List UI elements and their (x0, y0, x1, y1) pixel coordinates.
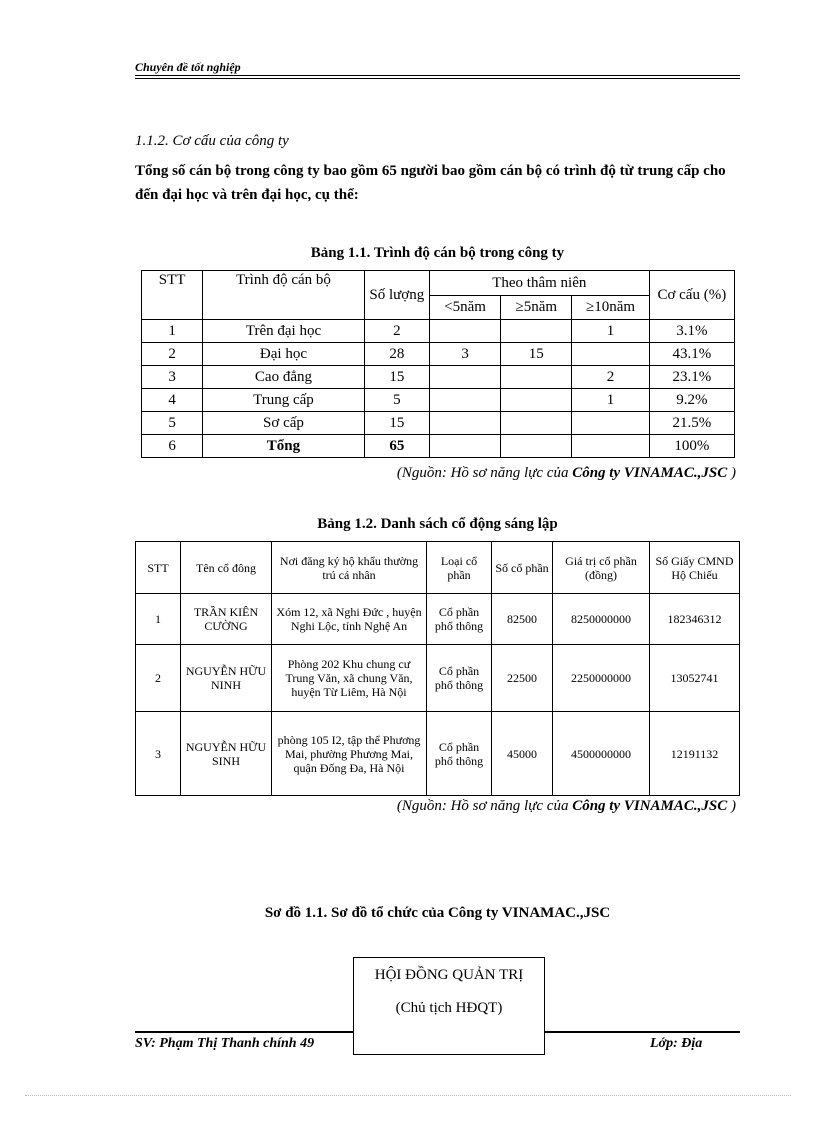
table-row (142, 343, 735, 366)
founding-shareholders-table (135, 541, 740, 796)
running-header: Chuyên đề tốt nghiệp (135, 60, 241, 74)
cell-name: TRẦN KIÊN CƯỜNG (181, 594, 272, 645)
cell-stt: 1 (142, 320, 203, 343)
cell-pct: 23.1% (649, 366, 734, 389)
cell-stt: 3 (136, 712, 181, 796)
cell-level: Đại học (203, 343, 365, 366)
cell-count: 2 (364, 320, 429, 343)
cell-stt: 6 (142, 435, 203, 458)
cell-level: Trên đại học (203, 320, 365, 343)
cell-id: 12191132 (650, 712, 740, 796)
cell-lt5: 3 (429, 343, 500, 366)
header-stt: STT (136, 542, 181, 594)
cell-ge5 (501, 435, 572, 458)
cell-ge10: 1 (572, 320, 649, 343)
org-chart-caption: Sơ đồ 1.1. Sơ đồ tổ chức của Công ty VINAMAC.,JSC (264, 905, 611, 921)
cell-stt: 4 (142, 389, 203, 412)
header-rule (135, 75, 740, 76)
section-title: 1.1.2. Cơ cấu của công ty (135, 133, 289, 149)
header-name: Tên cổ đông (181, 542, 272, 594)
cell-address: phòng 105 I2, tập thể Phương Mai, phường Phương Mai, quận Đống Đa, Hà Nội (272, 712, 427, 796)
source-text: (Nguồn: Hồ sơ năng lực của (396, 465, 573, 481)
table2-source (397, 798, 736, 815)
cell-value: 8250000000 (553, 594, 650, 645)
cell-count: 15 (364, 412, 429, 435)
cell-share-type: Cổ phần phổ thông (427, 712, 492, 796)
cell-count: 28 (364, 343, 429, 366)
header-level: Trình độ cán bộ (203, 271, 365, 320)
source-text: (Nguồn: Hồ sơ năng lực của (396, 798, 573, 814)
cell-id: 13052741 (650, 645, 740, 712)
cell-lt5 (429, 366, 500, 389)
cell-share-type: Cổ phần phổ thông (427, 645, 492, 712)
cell-lt5 (429, 389, 500, 412)
footer-student: SV: Phạm Thị Thanh chính 49 (135, 1036, 315, 1051)
cell-pct: 9.2% (649, 389, 734, 412)
header-rule (135, 78, 740, 79)
cell-shares: 82500 (492, 594, 553, 645)
cell-shares: 45000 (492, 712, 553, 796)
table-row (142, 389, 735, 412)
table-row (136, 645, 740, 712)
cell-count: 5 (364, 389, 429, 412)
source-company: Công ty VINAMAC.,JSC (572, 465, 728, 481)
cell-pct: 3.1% (649, 320, 734, 343)
cell-id: 182346312 (650, 594, 740, 645)
header-stt: STT (142, 271, 203, 320)
staff-qualification-table (141, 270, 735, 458)
source-suffix: ) (727, 465, 736, 481)
board-of-directors-box (353, 957, 545, 1055)
header-ge10: ≥10năm (572, 295, 649, 320)
cell-name: NGUYỄN HỮU SINH (181, 712, 272, 796)
table1-source (397, 465, 736, 482)
cell-value: 4500000000 (553, 712, 650, 796)
header-structure: Cơ cấu (%) (649, 271, 734, 320)
cell-stt: 1 (136, 594, 181, 645)
header-count: Số lượng (364, 271, 429, 320)
cell-address: Xóm 12, xã Nghi Đức , huyện Nghi Lộc, tỉnh Nghệ An (272, 594, 427, 645)
table-row (142, 320, 735, 343)
cell-ge10 (572, 435, 649, 458)
cell-value: 2250000000 (553, 645, 650, 712)
cell-pct: 43.1% (649, 343, 734, 366)
table-row (136, 594, 740, 645)
table-row (142, 412, 735, 435)
cell-ge10 (572, 343, 649, 366)
cell-ge10: 2 (572, 366, 649, 389)
cell-level: Tổng (203, 435, 365, 458)
header-shares: Số cổ phần (492, 542, 553, 594)
cell-ge5 (501, 389, 572, 412)
header-ge5: ≥5năm (501, 295, 572, 320)
header-share-type: Loại cổ phần (427, 542, 492, 594)
table-row-total (142, 435, 735, 458)
cell-count: 65 (364, 435, 429, 458)
cell-level: Sơ cấp (203, 412, 365, 435)
cell-ge10: 1 (572, 389, 649, 412)
table-row (136, 712, 740, 796)
cell-level: Trung cấp (203, 389, 365, 412)
cell-share-type: Cổ phần phổ thông (427, 594, 492, 645)
cell-pct: 21.5% (649, 412, 734, 435)
footer-class: Lớp: Địa (650, 1036, 703, 1051)
cell-lt5 (429, 435, 500, 458)
cell-pct: 100% (649, 435, 734, 458)
header-seniority: Theo thâm niên (429, 271, 649, 296)
cell-address: Phòng 202 Khu chung cư Trung Văn, xã chung Văn, huyện Từ Liêm, Hà Nội (272, 645, 427, 712)
cell-ge5 (501, 412, 572, 435)
cell-name: NGUYỄN HỮU NINH (181, 645, 272, 712)
board-title: HỘI ĐỒNG QUẢN TRỊ (374, 967, 524, 983)
board-chair: (Chủ tịch HĐQT) (395, 1000, 503, 1016)
source-suffix: ) (727, 798, 736, 814)
table1-caption: Bảng 1.1. Trình độ cán bộ trong công ty (310, 245, 565, 261)
cell-level: Cao đẳng (203, 366, 365, 389)
cell-ge5 (501, 320, 572, 343)
header-lt5: <5năm (429, 295, 500, 320)
cell-ge10 (572, 412, 649, 435)
page-edge (25, 1095, 791, 1096)
cell-ge5 (501, 366, 572, 389)
cell-count: 15 (364, 366, 429, 389)
cell-stt: 3 (142, 366, 203, 389)
cell-stt: 2 (136, 645, 181, 712)
header-address: Nơi đăng ký hộ khẩu thường trú cá nhân (272, 542, 427, 594)
header-value: Giá trị cổ phần (đồng) (553, 542, 650, 594)
cell-lt5 (429, 412, 500, 435)
header-id: Số Giấy CMND Hộ Chiếu (650, 542, 740, 594)
cell-stt: 2 (142, 343, 203, 366)
table-row (142, 366, 735, 389)
source-company: Công ty VINAMAC.,JSC (572, 798, 728, 814)
cell-ge5: 15 (501, 343, 572, 366)
intro-paragraph: Tổng số cán bộ trong công ty bao gồm 65 người bao gồm cán bộ có trình độ từ trung cấp cho đến đại học và trên đại học, cụ thể: (135, 163, 726, 203)
table2-caption: Bảng 1.2. Danh sách cổ động sáng lập (317, 516, 558, 532)
cell-shares: 22500 (492, 645, 553, 712)
cell-lt5 (429, 320, 500, 343)
cell-stt: 5 (142, 412, 203, 435)
